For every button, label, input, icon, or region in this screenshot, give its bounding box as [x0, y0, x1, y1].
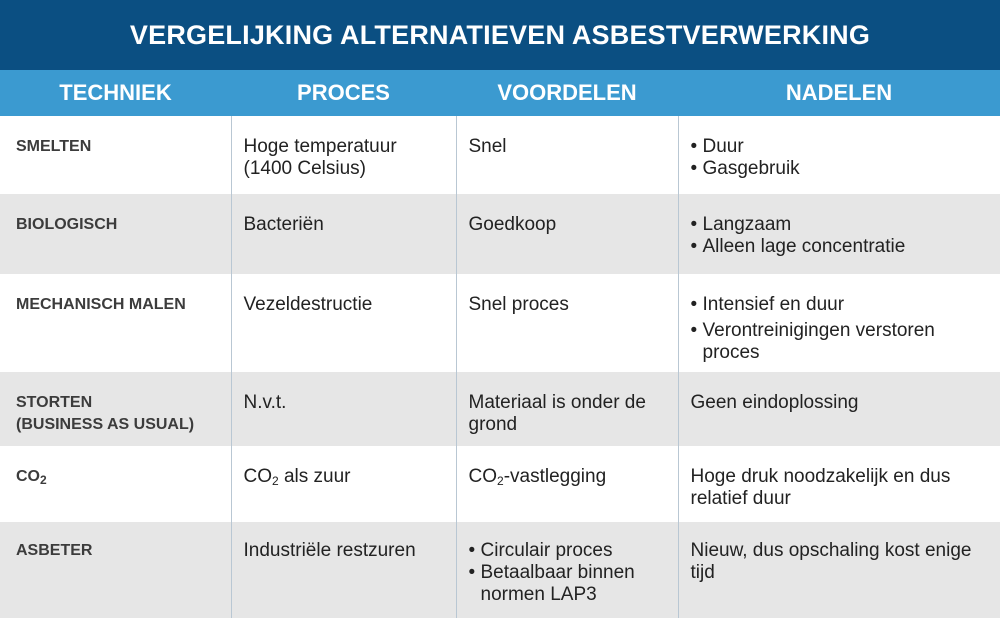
cell-nadelen: Geen eindoplossing: [678, 372, 1000, 446]
co2-subscript: 2: [497, 474, 504, 488]
cell-proces: Bacteriën: [231, 194, 456, 274]
voordelen-text: -vastlegging: [503, 466, 607, 487]
proces-text: als zuur: [278, 466, 351, 487]
list-item: • Verontreinigingen verstoren proces: [691, 320, 989, 364]
table-row: [0, 372, 1000, 446]
cell-nadelen: Hoge druk noodzakelijk en dus relatief duur: [678, 446, 1000, 522]
voordelen-list: [469, 540, 666, 606]
table-header-row: [0, 70, 1000, 116]
list-item: • Intensief en duur: [691, 294, 989, 316]
list-item: • Gasgebruik: [691, 158, 989, 180]
cell-techniek: ASBETER: [0, 522, 231, 618]
list-item: • Langzaam: [691, 214, 989, 236]
list-item: • Alleen lage concentratie: [691, 236, 989, 258]
list-item: • Betaalbaar binnen normen LAP3: [469, 562, 666, 606]
cell-nadelen: [678, 274, 1000, 372]
co2-subscript: 2: [40, 473, 47, 487]
co2-text: CO: [16, 468, 40, 485]
page-title: VERGELIJKING ALTERNATIEVEN ASBESTVERWERKING: [129, 19, 871, 50]
header-proces: PROCES: [231, 70, 456, 116]
cell-proces: Hoge temperatuur (1400 Celsius): [231, 116, 456, 194]
cell-voordelen: Snel proces: [456, 274, 678, 372]
co2-subscript: 2: [272, 474, 279, 488]
cell-proces: N.v.t.: [231, 372, 456, 446]
list-item: • Duur: [691, 136, 989, 158]
cell-voordelen: Snel: [456, 116, 678, 194]
cell-nadelen: [678, 194, 1000, 274]
table-row: [0, 446, 1000, 522]
co2-text: CO: [468, 466, 497, 487]
cell-proces: Vezeldestructie: [231, 274, 456, 372]
table-row: [0, 274, 1000, 372]
cell-voordelen: Materiaal is onder de grond: [456, 372, 678, 446]
cell-voordelen: [456, 522, 678, 618]
co2-text: CO: [243, 466, 272, 487]
table-row: [0, 116, 1000, 194]
cell-techniek: MECHANISCH MALEN: [0, 274, 231, 372]
nadelen-list: [691, 294, 989, 364]
cell-nadelen: Nieuw, dus opschaling kost enige tijd: [678, 522, 1000, 618]
header-nadelen: NADELEN: [678, 70, 1000, 116]
table-row: [0, 522, 1000, 618]
cell-voordelen: [456, 446, 678, 522]
cell-nadelen: [678, 116, 1000, 194]
cell-proces: Industriële restzuren: [231, 522, 456, 618]
cell-techniek: [0, 372, 231, 446]
page-title-bar: [0, 0, 1000, 70]
nadelen-list: [691, 214, 989, 258]
header-voordelen: VOORDELEN: [456, 70, 678, 116]
cell-techniek: SMELTEN: [0, 116, 231, 194]
comparison-table: [0, 70, 1000, 618]
nadelen-list: [691, 136, 989, 180]
list-item: • Circulair proces: [469, 540, 666, 562]
cell-proces: [231, 446, 456, 522]
table-row: [0, 194, 1000, 274]
header-techniek: TECHNIEK: [0, 70, 231, 116]
techniek-line: (BUSINESS AS USUAL): [16, 416, 195, 433]
cell-voordelen: Goedkoop: [456, 194, 678, 274]
cell-techniek: BIOLOGISCH: [0, 194, 231, 274]
techniek-line: STORTEN: [16, 394, 93, 411]
cell-techniek: [0, 446, 231, 522]
